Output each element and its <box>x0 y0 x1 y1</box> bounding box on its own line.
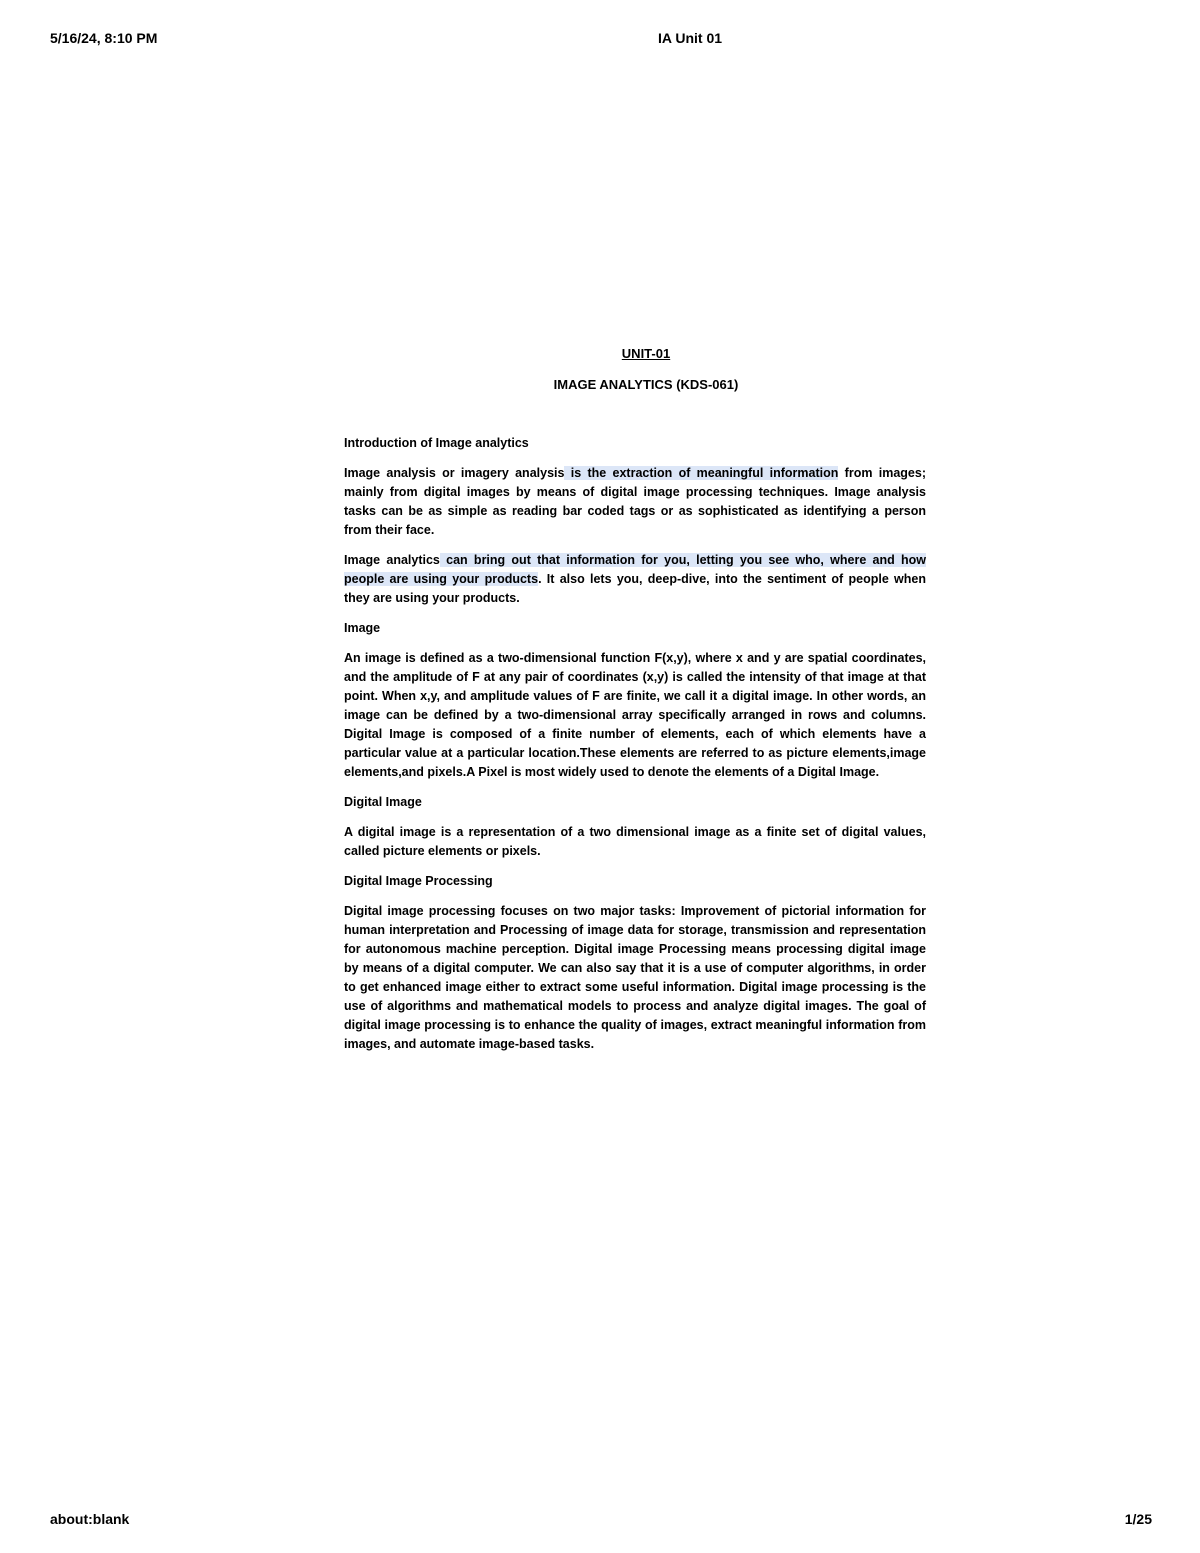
intro-p1-text: Image analysis or imagery analysis <box>344 466 565 480</box>
print-page-number: 1/25 <box>1124 1511 1152 1527</box>
digital-image-paragraph: A digital image is a representation of a two dimensional image as a finite set of digital values, called picture elements or pixels. <box>344 825 926 858</box>
intro-paragraph-1 <box>344 464 926 540</box>
print-datetime: 5/16/24, 8:10 PM <box>50 30 158 46</box>
dip-paragraph: Digital image processing focuses on two major tasks: Improvement of pictorial information for human interpretation and Processing of image data for storage, transmission and representation for autonomous machine perception. Digital image Processing means processing digital image by means of a digital computer. We can also say that it is a use of computer algorithms, in order to get enhanced image either to extract some useful information. Digital image processing is the use of algorithms and mathematical models to process and analyze digital images. The goal of digital image processing is to enhance the quality of images, extract meaningful information from images, and automate image-based tasks. <box>344 904 926 1051</box>
intro-paragraph-2 <box>344 551 926 608</box>
intro-p1-text-rest: from images; mainly from digital images by means of digital image processing techniques. Image analysis tasks can be as simple as reading bar coded tags or as sophisticated as identifying a person from their face. <box>344 466 926 537</box>
image-heading: Image <box>344 621 381 635</box>
course-title: IMAGE ANALYTICS (KDS-061) <box>553 377 739 392</box>
print-url: about:blank <box>50 1511 130 1527</box>
intro-heading: Introduction of Image analytics <box>344 436 529 450</box>
dip-heading: Digital Image Processing <box>344 874 493 888</box>
intro-p2-text: Image analytics <box>344 553 440 567</box>
unit-title: UNIT-01 <box>621 346 671 361</box>
image-paragraph: An image is defined as a two-dimensional function F(x,y), where x and y are spatial coordinates, and the amplitude of F at any pair of coordinates (x,y) is called the intensity of that image at that point. When x,y, and amplitude values of F are finite, we call it a digital image. In other words, an image can be defined by a two-dimensional array specifically arranged in rows and columns. Digital Image is composed of a finite number of elements, each of which elements have a particular value at a particular location.These elements are referred to as picture elements,image elements,and pixels.A Pixel is most widely used to denote the elements of a Digital Image. <box>344 651 926 779</box>
intro-p1-highlight: is the extraction of meaningful information <box>564 466 839 480</box>
intro-p2-text-rest: . It also lets you, deep-dive, into the sentiment of people when they are using your products. <box>344 572 926 605</box>
print-document-title: IA Unit 01 <box>657 30 723 46</box>
digital-image-heading: Digital Image <box>344 795 422 809</box>
intro-p2-highlight: can bring out that information for you, letting you see who, where and how people are using your products <box>344 553 926 586</box>
document-body <box>344 344 926 1065</box>
